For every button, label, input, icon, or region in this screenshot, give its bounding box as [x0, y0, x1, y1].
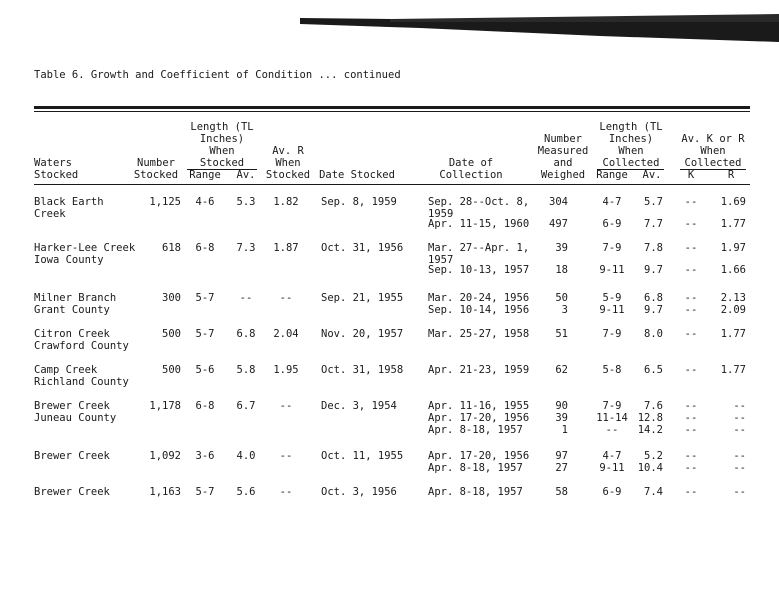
number-measured: 39 — [555, 242, 568, 254]
number-stocked: 618 — [162, 242, 181, 254]
header-date-stocked: Date Stocked — [319, 169, 395, 181]
av-collected: 14.2 — [637, 424, 663, 436]
number-stocked: 500 — [162, 364, 181, 376]
av-collected: 8.0 — [644, 328, 663, 340]
number-stocked: 300 — [162, 292, 181, 304]
header-number: Stocked — [133, 169, 179, 181]
water-name: Brewer Creek — [34, 486, 110, 498]
range-collected: 7-9 — [602, 328, 622, 340]
number-measured: 27 — [555, 462, 568, 474]
water-name: Harker-Lee Creek — [34, 242, 136, 254]
collection-date: 1957 — [428, 254, 454, 266]
water-name: Milner Branch — [34, 292, 117, 304]
range-collected: 11-14 — [596, 412, 628, 424]
number-measured: 497 — [549, 218, 568, 230]
k-value: -- — [684, 424, 698, 436]
water-name: Iowa County — [34, 254, 104, 266]
number-measured: 51 — [555, 328, 568, 340]
number-measured: 90 — [555, 400, 568, 412]
avr-stocked: -- — [279, 486, 293, 498]
header-rule — [34, 184, 750, 185]
range-stocked: 6-8 — [195, 400, 215, 412]
av-collected: 9.7 — [644, 264, 663, 276]
date-stocked: Oct. 31, 1956 — [321, 242, 404, 254]
top-rule — [34, 106, 750, 109]
av-collected: 6.5 — [644, 364, 663, 376]
number-measured: 58 — [555, 486, 568, 498]
av-stocked: 5.6 — [236, 486, 256, 498]
r-value: -- — [733, 424, 746, 436]
number-measured: 39 — [555, 412, 568, 424]
date-stocked: Sep. 8, 1959 — [321, 196, 397, 208]
number-measured: 62 — [555, 364, 568, 376]
water-name: Richland County — [34, 376, 129, 388]
range-collected: 7-9 — [602, 242, 622, 254]
av-collected: 7.4 — [644, 486, 663, 498]
water-name: Juneau County — [34, 412, 117, 424]
av-stocked: 6.8 — [236, 328, 256, 340]
water-name: Crawford County — [34, 340, 129, 352]
collection-date: Apr. 8-18, 1957 — [428, 462, 523, 474]
av-stocked: 5.8 — [236, 364, 256, 376]
header-date-collection: Collection — [439, 169, 503, 181]
av-collected: 7.8 — [644, 242, 663, 254]
avr-stocked: -- — [279, 292, 293, 304]
header-av: Av. — [236, 169, 256, 181]
header-length-collected: Inches) — [608, 133, 654, 145]
water-name: Black Earth — [34, 196, 104, 208]
header-length-stocked: Length (TL — [190, 121, 254, 133]
header-measured: and — [553, 157, 573, 169]
collection-date: Mar. 25-27, 1958 — [428, 328, 530, 340]
avr-stocked: 1.87 — [273, 242, 299, 254]
range-collected: 7-9 — [602, 400, 622, 412]
header-waters: Stocked — [34, 169, 79, 181]
number-measured: 3 — [561, 304, 568, 316]
range-collected: 4-7 — [602, 196, 622, 208]
av-collected: 5.7 — [644, 196, 663, 208]
r-value: 1.77 — [720, 328, 746, 340]
number-measured: 18 — [555, 264, 568, 276]
av-stocked: 6.7 — [236, 400, 256, 412]
date-stocked: Nov. 20, 1957 — [321, 328, 404, 340]
k-value: -- — [684, 328, 698, 340]
header-length-collected: When — [618, 145, 644, 157]
range-stocked: 5-6 — [195, 364, 215, 376]
k-value: -- — [684, 242, 698, 254]
range-collected: 9-11 — [599, 462, 625, 474]
header-length-collected: Length (TL — [599, 121, 663, 133]
header-avk: Collected — [684, 157, 742, 169]
date-stocked: Oct. 3, 1956 — [321, 486, 397, 498]
date-stocked: Sep. 21, 1955 — [321, 292, 404, 304]
header-number: Number — [137, 157, 175, 169]
header-length-stocked: Inches) — [199, 133, 245, 145]
range-collected: 6-9 — [602, 486, 622, 498]
header-date-collection: Date of — [448, 157, 494, 169]
header-avk: When — [700, 145, 726, 157]
collection-date: Apr. 17-20, 1956 — [428, 412, 530, 424]
water-name: Brewer Creek — [34, 450, 110, 462]
collection-date: Sep. 28--Oct. 8, — [428, 196, 530, 208]
number-measured: 304 — [549, 196, 568, 208]
collection-date: Apr. 8-18, 1957 — [428, 486, 523, 498]
collection-date: Sep. 10-13, 1957 — [428, 264, 530, 276]
r-value: -- — [733, 462, 746, 474]
range-collected: 9-11 — [599, 264, 625, 276]
range-collected: 6-9 — [602, 218, 622, 230]
k-value: -- — [684, 196, 698, 208]
header-measured: Weighed — [540, 169, 586, 181]
header-measured: Number — [544, 133, 582, 145]
header-k: K — [687, 169, 695, 181]
avr-stocked: 1.95 — [273, 364, 299, 376]
water-name: Citron Creek — [34, 328, 110, 340]
collection-date: Apr. 11-16, 1955 — [428, 400, 530, 412]
collection-date: Apr. 17-20, 1956 — [428, 450, 530, 462]
header-r: R — [727, 169, 735, 181]
header-av-collected: Av. — [642, 169, 662, 181]
range-stocked: 5-7 — [195, 328, 215, 340]
range-stocked: 5-7 — [195, 292, 215, 304]
number-measured: 50 — [555, 292, 568, 304]
date-stocked: Oct. 31, 1958 — [321, 364, 404, 376]
water-name: Grant County — [34, 304, 110, 316]
header-measured: Measured — [537, 145, 589, 157]
header-length-stocked: Stocked — [199, 157, 245, 169]
k-value: -- — [684, 218, 698, 230]
r-value: -- — [733, 486, 746, 498]
header-avr: Av. R — [272, 145, 304, 157]
av-collected: 7.7 — [644, 218, 663, 230]
r-value: 1.77 — [720, 218, 746, 230]
water-name: Camp Creek — [34, 364, 98, 376]
av-collected: 7.6 — [644, 400, 663, 412]
water-name: Creek — [34, 208, 66, 220]
k-value: -- — [684, 264, 698, 276]
av-stocked: 7.3 — [236, 242, 256, 254]
range-stocked: 4-6 — [195, 196, 215, 208]
av-collected: 6.8 — [644, 292, 663, 304]
avr-stocked: 1.82 — [273, 196, 299, 208]
av-stocked: -- — [239, 292, 253, 304]
av-stocked: 4.0 — [236, 450, 256, 462]
k-value: -- — [684, 400, 698, 412]
collection-date: Apr. 21-23, 1959 — [428, 364, 530, 376]
number-measured: 1 — [561, 424, 568, 436]
r-value: 1.66 — [720, 264, 746, 276]
k-value: -- — [684, 462, 698, 474]
k-value: -- — [684, 292, 698, 304]
r-value: 2.13 — [720, 292, 746, 304]
water-name: Brewer Creek — [34, 400, 110, 412]
avr-stocked: -- — [279, 450, 293, 462]
r-value: -- — [733, 450, 746, 462]
avr-stocked: 2.04 — [273, 328, 299, 340]
k-value: -- — [684, 486, 698, 498]
table-title: Table 6. Growth and Coefficient of Condition ... continued — [34, 69, 401, 81]
number-stocked: 1,178 — [149, 400, 181, 412]
range-collected: 5-8 — [602, 364, 622, 376]
number-measured: 97 — [555, 450, 568, 462]
r-value: 1.97 — [720, 242, 746, 254]
av-collected: 9.7 — [644, 304, 663, 316]
r-value: 1.77 — [720, 364, 746, 376]
collection-date: Apr. 11-15, 1960 — [428, 218, 530, 230]
collection-date: Apr. 8-18, 1957 — [428, 424, 523, 436]
range-collected: -- — [605, 424, 619, 436]
header-avk: Av. K or R — [681, 133, 745, 145]
top-rule-thin — [34, 111, 750, 112]
collection-date: Mar. 20-24, 1956 — [428, 292, 530, 304]
av-stocked: 5.3 — [236, 196, 256, 208]
k-value: -- — [684, 412, 698, 424]
header-length-stocked: When — [209, 145, 235, 157]
range-collected: 5-9 — [602, 292, 622, 304]
header-length-collected: Collected — [602, 157, 660, 169]
range-collected: 9-11 — [599, 304, 625, 316]
scan-shadow — [300, 0, 779, 42]
header-avr: When — [275, 157, 301, 169]
av-collected: 5.2 — [644, 450, 663, 462]
av-collected: 12.8 — [637, 412, 663, 424]
k-value: -- — [684, 450, 698, 462]
number-stocked: 500 — [162, 328, 181, 340]
number-stocked: 1,125 — [149, 196, 181, 208]
r-value: 2.09 — [720, 304, 746, 316]
range-collected: 4-7 — [602, 450, 622, 462]
header-avr: Stocked — [265, 169, 311, 181]
collection-date: Mar. 27--Apr. 1, — [428, 242, 530, 254]
collection-date: Sep. 10-14, 1956 — [428, 304, 530, 316]
r-value: -- — [733, 400, 746, 412]
collection-date: 1959 — [428, 208, 454, 220]
header-range-collected: Range — [596, 169, 628, 181]
k-value: -- — [684, 364, 698, 376]
date-stocked: Dec. 3, 1954 — [321, 400, 397, 412]
k-value: -- — [684, 304, 698, 316]
range-stocked: 6-8 — [195, 242, 215, 254]
r-value: -- — [733, 412, 746, 424]
r-value: 1.69 — [720, 196, 746, 208]
number-stocked: 1,163 — [149, 486, 181, 498]
header-waters: Waters — [34, 157, 72, 169]
header-range: Range — [189, 169, 221, 181]
av-collected: 10.4 — [637, 462, 663, 474]
range-stocked: 3-6 — [195, 450, 215, 462]
number-stocked: 1,092 — [149, 450, 181, 462]
avr-stocked: -- — [279, 400, 293, 412]
range-stocked: 5-7 — [195, 486, 215, 498]
date-stocked: Oct. 11, 1955 — [321, 450, 404, 462]
